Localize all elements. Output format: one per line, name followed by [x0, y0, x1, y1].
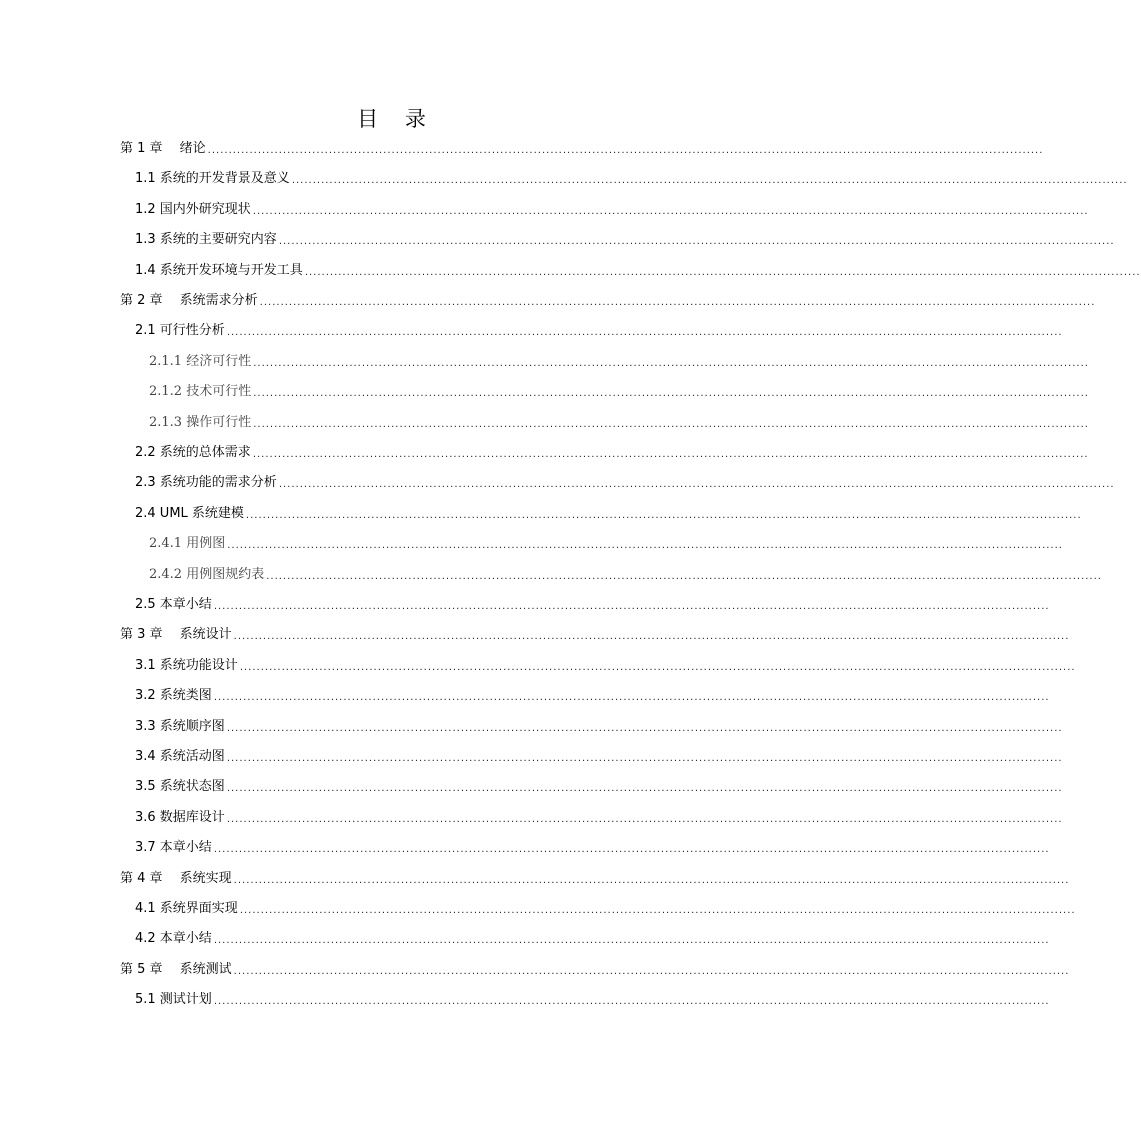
- dot-leader: ........................................................................................................................................................................................................: [213, 844, 1050, 856]
- toc-entry[interactable]: [120, 958, 1070, 982]
- toc-entry[interactable]: [135, 167, 1128, 191]
- dot-leader: ........................................................................................................................................................................................................: [213, 935, 1050, 947]
- dot-leader: ........................................................................................................................................................................................................: [227, 540, 1063, 552]
- dot-leader: ........................................................................................................................................................................................................: [226, 722, 1063, 734]
- toc-entry[interactable]: [149, 350, 1089, 374]
- toc-entry-label: 5.1 测试计划: [135, 992, 212, 1008]
- dot-leader: ........................................................................................................................................................................................................: [266, 570, 1102, 582]
- dot-leader: ........................................................................................................................................................................................................: [226, 753, 1063, 764]
- toc-entry-label: 3.4 系统活动图: [135, 749, 225, 764]
- dot-leader: ........................................................................................................................................................................................................: [252, 205, 1089, 217]
- dot-leader: ........................................................................................................................................................................................................: [213, 996, 1050, 1008]
- toc-entry-label: 第 1 章 绪论: [120, 141, 206, 156]
- dot-leader: ........................................................................................................................................................................................................: [239, 661, 1076, 673]
- toc-entry[interactable]: [135, 319, 1063, 343]
- toc-entry-label: 2.4.1 用例图: [149, 536, 226, 552]
- toc-entry[interactable]: [135, 806, 1063, 830]
- toc-entry-label: 2.1.3 操作可行性: [149, 414, 252, 430]
- dot-leader: ........................................................................................................................................................................................................: [253, 388, 1089, 400]
- toc-entry-label: 第 2 章 系统需求分析: [120, 293, 258, 308]
- toc-entry-label: 3.6 数据库设计: [135, 809, 225, 825]
- toc-entry-label: 1.3 系统的主要研究内容: [135, 232, 277, 248]
- toc-entry[interactable]: [149, 532, 1063, 556]
- dot-leader: ........................................................................................................................................................................................................: [291, 175, 1128, 187]
- toc-entry-label: 2.1 可行性分析: [135, 323, 225, 339]
- toc-entry[interactable]: [120, 867, 1070, 891]
- dot-leader: ........................................................................................................................................................................................................: [226, 813, 1063, 825]
- toc-entry[interactable]: [135, 471, 1115, 495]
- toc-entry[interactable]: [135, 775, 1063, 799]
- toc-entry-label: 第 3 章 系统设计: [120, 627, 232, 643]
- toc-entry-label: 1.2 国内外研究现状: [135, 201, 251, 217]
- toc-entry[interactable]: [135, 684, 1050, 708]
- dot-leader: ........................................................................................................................................................................................................: [207, 145, 1044, 156]
- dot-leader: ........................................................................................................................................................................................................: [213, 692, 1050, 704]
- toc-entry[interactable]: [135, 836, 1050, 860]
- dot-leader: ........................................................................................................................................................................................................: [259, 297, 1096, 308]
- toc-entry[interactable]: [135, 228, 1115, 252]
- toc-entry-label: 2.5 本章小结: [135, 597, 212, 612]
- toc-entry[interactable]: [135, 502, 1082, 526]
- toc-entry-label: 2.2 系统的总体需求: [135, 445, 251, 460]
- toc-title: 目 录: [357, 107, 436, 131]
- toc-entry-label: 2.3 系统功能的需求分析: [135, 475, 277, 491]
- toc-entry[interactable]: [135, 259, 1141, 283]
- toc-entry[interactable]: [135, 441, 1089, 465]
- toc-entry[interactable]: [135, 593, 1050, 617]
- dot-leader: ........................................................................................................................................................................................................: [304, 266, 1141, 278]
- dot-leader: ........................................................................................................................................................................................................: [233, 965, 1070, 977]
- toc-entry-label: 3.7 本章小结: [135, 840, 212, 856]
- toc-entry-label: 2.1.2 技术可行性: [149, 384, 252, 400]
- dot-leader: ........................................................................................................................................................................................................: [213, 601, 1050, 612]
- toc-entry-label: 3.1 系统功能设计: [135, 657, 238, 673]
- toc-entry[interactable]: [135, 745, 1063, 769]
- toc-entry-label: 1.1 系统的开发背景及意义: [135, 171, 290, 187]
- toc-entry-label: 4.2 本章小结: [135, 931, 212, 947]
- toc-entry[interactable]: [149, 411, 1089, 435]
- dot-leader: ........................................................................................................................................................................................................: [278, 236, 1115, 248]
- toc-entry[interactable]: [135, 654, 1076, 678]
- toc-entry[interactable]: [149, 563, 1102, 587]
- toc-entry-label: 3.2 系统类图: [135, 688, 212, 704]
- toc-entry-label: 2.4 UML 系统建模: [135, 505, 244, 521]
- toc-entry[interactable]: [135, 897, 1076, 921]
- toc-entry[interactable]: [135, 927, 1050, 951]
- dot-leader: ........................................................................................................................................................................................................: [226, 327, 1063, 339]
- toc-entry-label: 3.5 系统状态图: [135, 779, 225, 795]
- dot-leader: ........................................................................................................................................................................................................: [233, 874, 1070, 886]
- dot-leader: ........................................................................................................................................................................................................: [245, 509, 1082, 521]
- toc-entry[interactable]: [135, 988, 1050, 1012]
- dot-leader: ........................................................................................................................................................................................................: [233, 631, 1070, 643]
- toc-entry-label: 第 4 章 系统实现: [120, 870, 232, 886]
- toc-entry[interactable]: [135, 198, 1089, 222]
- toc-entry-label: 2.4.2 用例图规约表: [149, 566, 265, 582]
- toc-entry-label: 第 5 章 系统测试: [120, 961, 232, 977]
- dot-leader: ........................................................................................................................................................................................................: [253, 418, 1089, 430]
- toc-entry-label: 1.4 系统开发环境与开发工具: [135, 262, 303, 278]
- toc-entry-label: 2.1.1 经济可行性: [149, 353, 252, 369]
- toc-entry[interactable]: [120, 289, 1096, 313]
- toc-entry[interactable]: [120, 623, 1070, 647]
- dot-leader: ........................................................................................................................................................................................................: [253, 357, 1089, 369]
- toc-entry[interactable]: [135, 715, 1063, 739]
- toc-entry[interactable]: [120, 137, 1044, 161]
- toc-entry-label: 3.3 系统顺序图: [135, 718, 225, 734]
- dot-leader: ........................................................................................................................................................................................................: [252, 449, 1089, 460]
- dot-leader: ........................................................................................................................................................................................................: [278, 479, 1115, 491]
- dot-leader: ........................................................................................................................................................................................................: [239, 905, 1076, 916]
- toc-entry[interactable]: [149, 380, 1089, 404]
- toc-entry-label: 4.1 系统界面实现: [135, 901, 238, 916]
- dot-leader: ........................................................................................................................................................................................................: [226, 783, 1063, 795]
